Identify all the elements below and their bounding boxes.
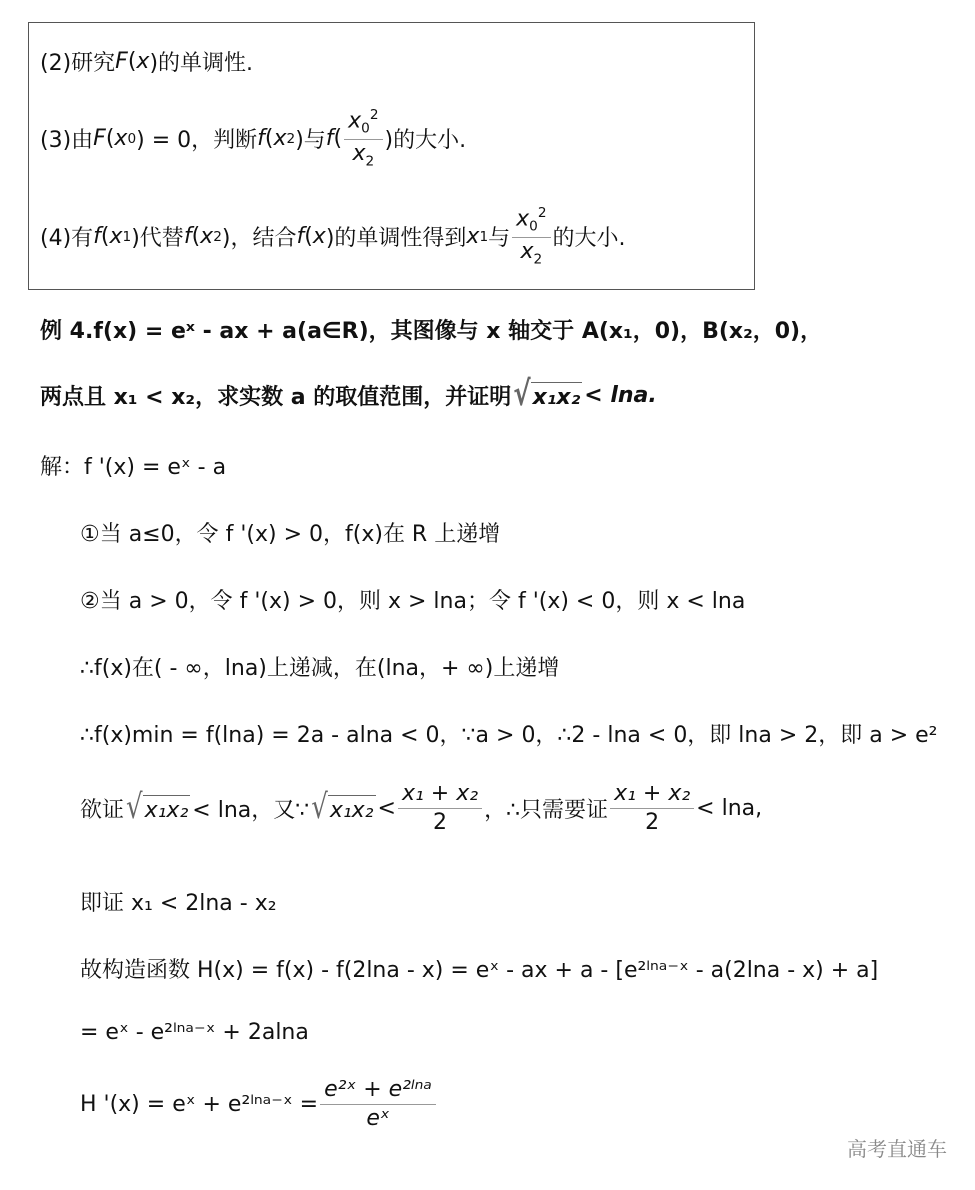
sol10-fraction [320,1078,436,1131]
hint-4-yu: 与 [488,226,511,252]
sol6-sqrt-2: √ x₁x₂ [311,787,374,827]
hint-3-end: )的大小. [384,128,467,154]
sol10-frac-num: e²ˣ + e²ˡⁿᵃ [320,1078,436,1105]
hint-2-suffix: )的单调性. [149,51,254,76]
hint-2-x: x [136,49,150,74]
hint-4-s1: 1 [122,228,132,245]
sol6-fraction-1 [398,782,482,835]
hint-3-yu: )与 [295,128,326,154]
hint-3-x0: x [114,126,128,152]
solution-line-5: ∴f(x)min = f(lna) = 2a - alna < 0，∵a > 0，∴2 - lna < 0，即 lna > 2，即 a > e² [80,723,938,748]
hint-3-den-x: x [352,140,366,166]
solution-line-4: ∴f(x)在( - ∞，lna)上递减，在(lna，+ ∞)上递增 [80,656,560,681]
sol6-e: < lna, [696,796,763,822]
sol6-sqrt-1: √ x₁x₂ [126,787,189,827]
hint-2-paren: ( [127,49,137,74]
hint-3-num-sub: 0 [361,120,370,137]
sol10-frac-den: eˣ [366,1106,390,1132]
hint-4-mid3: )的单调性得到 [325,226,467,252]
sol6-d: ，∴只需要证 [484,798,609,824]
hint-line-4: (4)有 f ( x 1 )代替 f ( x 2 )，结合 f ( x )的单调性得到 x 1 与 $\frac{x_0^2}{x_2}$ 的大小. [40,205,626,268]
example-sqrt-radicand: x₁x₂ [531,382,583,410]
hint-line-2 [40,46,253,77]
hint-3-f2: f [325,126,334,152]
hint-4-f3: f [296,224,305,250]
solution-line-7: 即证 x₁ < 2lna - x₂ [80,891,277,916]
sol6-frac1-num: x₁ + x₂ [398,782,482,809]
hint-4-den-sub: 2 [533,251,543,268]
hint-4-xx1: x [466,224,480,250]
hint-4-fraction [512,206,550,267]
hint-3-num-sup: 2 [369,107,379,123]
solution-line-9: = eˣ - e²ˡⁿᵃ⁻ˣ + 2alna [80,1020,309,1045]
hint-4-ss1: 1 [479,228,489,245]
hint-3-sub2: 2 [286,130,296,147]
example-line-2 [40,374,657,414]
hint-3-sub0: 0 [127,130,137,147]
hint-4-den-x: x [520,238,534,264]
hint-2-F: F [115,49,128,74]
sol6-a: 欲证 [80,798,125,824]
solution-line-8: 故构造函数 H(x) = f(x) - f(2lna - x) = eˣ - ax + a - [e²ˡⁿᵃ⁻ˣ - a(2lna - x) + a] [80,958,879,983]
sol6-sqrt-2-radicand: x₁x₂ [328,795,376,823]
hint-2-prefix: (2)研究 [40,51,116,76]
hint-line-3: (3)由 F ( x 0 ) = 0，判断 f ( x 2 )与 f ( $\frac{x_0^2}{x_2}$ )的大小. [40,107,467,170]
hint-3-prefix: (3)由 [40,128,94,154]
solution-line-6 [80,782,762,835]
example-line-2-text: 两点且 x₁ < x₂，求实数 a 的取值范围，并证明 [40,385,512,410]
hint-4-f: f [93,224,101,250]
hint-4-x1: x [109,224,123,250]
sol6-sqrt-1-radicand: x₁x₂ [143,795,191,823]
example-line-1: 例 4.f(x) = eˣ - ax + a(a∈R)，其图像与 x 轴交于 A(x₁，0)，B(x₂，0)， [40,319,823,344]
hint-3-x2: x [273,126,287,152]
solution-line-10 [80,1078,438,1131]
watermark: 高考直通车 [847,1137,947,1161]
hint-4-f2: f [183,224,192,250]
solution-line-3: ②当 a > 0，令 f '(x) > 0，则 x > lna；令 f '(x) < 0，则 x < lna [80,589,746,614]
example-line-2-end: < lna. [584,383,657,408]
hint-3-F: F [93,126,106,152]
hint-4-prefix: (4)有 [40,226,94,252]
sol6-fraction-2 [610,782,694,835]
solution-line-2: ①当 a≤0，令 f '(x) > 0，f(x)在 R 上递增 [80,522,501,547]
hint-4-mid: )代替 [131,226,184,252]
hint-3-fraction [344,108,382,169]
hint-3-f: f [257,126,265,152]
hint-4-end: 的大小. [552,226,626,252]
sol6-frac2-num: x₁ + x₂ [610,782,694,809]
hint-3-den-sub: 2 [365,153,375,170]
example-sqrt: √ x₁x₂ [513,374,581,414]
hint-4-num-sub: 0 [529,218,538,235]
hint-4-mid2: )，结合 [221,226,297,252]
sol6-c: < [377,796,396,822]
hint-3-eq: ) = 0，判断 [136,128,258,154]
hint-4-num-x: x [516,206,530,232]
sol6-frac1-den: 2 [433,810,447,836]
sol6-b: < lna，又∵ [192,798,310,824]
sol6-frac2-den: 2 [645,810,660,836]
hint-4-x: x [312,224,326,250]
solution-line-1: 解：f '(x) = eˣ - a [40,455,227,480]
sol10-a: H '(x) = eˣ + e²ˡⁿᵃ⁻ˣ = [80,1092,319,1118]
hint-4-num-sup: 2 [537,205,547,221]
hint-3-num-x: x [348,108,362,134]
hint-4-s2: 2 [213,228,222,245]
hint-4-x2: x [200,224,214,250]
